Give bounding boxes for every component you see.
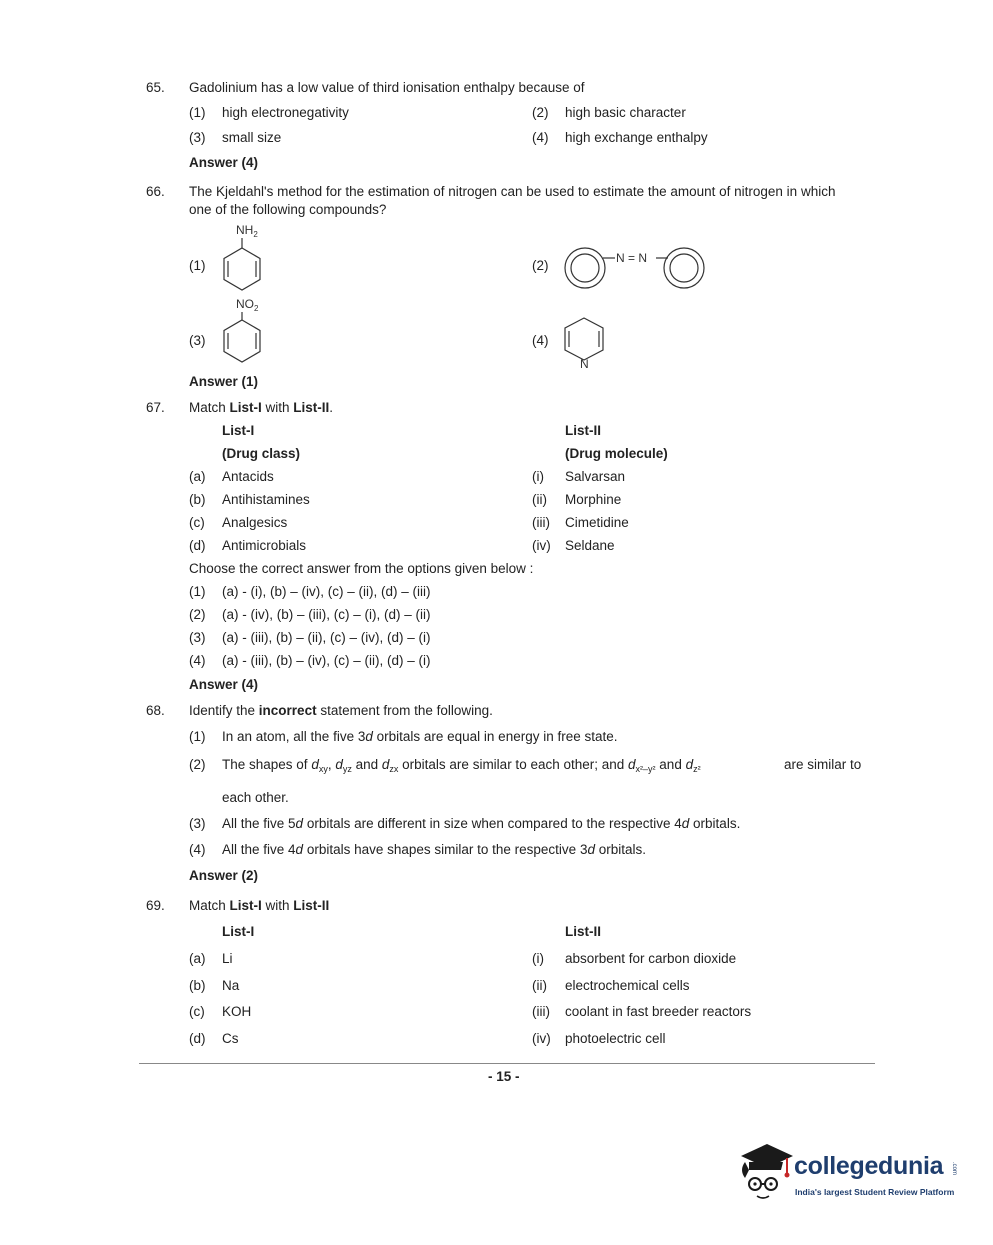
q67-row-a-text: Antacids	[222, 469, 274, 484]
q69-row-iii-label: (iii)	[532, 1004, 550, 1019]
brand-suffix: .com	[951, 1162, 957, 1176]
q67-opt3-text: (a) - (iii), (b) – (ii), (c) – (iv), (d) – (i)	[222, 630, 431, 645]
q65-text: Gadolinium has a low value of third ionisation enthalpy because of	[189, 80, 585, 95]
q65-opt3-text: small size	[222, 130, 282, 145]
q67-row-a-label: (a)	[189, 469, 206, 484]
q68-opt3-num: (3)	[189, 816, 206, 831]
q65-opt1-num: (1)	[189, 105, 206, 120]
q67-row-ii-label: (ii)	[532, 492, 547, 507]
azo-label: N = N	[616, 251, 648, 265]
q67-row-c-text: Analgesics	[222, 515, 288, 530]
q67-row-iv-label: (iv)	[532, 538, 551, 553]
q65-opt2-num: (2)	[532, 105, 549, 120]
q67-opt2-text: (a) - (iv), (b) – (iii), (c) – (i), (d) – (ii)	[222, 607, 431, 622]
brand-name: collegedunia	[794, 1152, 944, 1180]
q69-row-b-label: (b)	[189, 978, 206, 993]
q69-row-iv-label: (iv)	[532, 1031, 551, 1046]
q67-intro: Match List-I with List-II.	[189, 400, 334, 415]
q69-intro: Match List-I with List-II	[189, 898, 330, 913]
q67-opt4-text: (a) - (iii), (b) – (iv), (c) – (ii), (d) – (i)	[222, 653, 431, 668]
pyridine-structure	[562, 314, 612, 370]
q67-choose: Choose the correct answer from the options given below :	[189, 561, 534, 576]
no2-label: $NO_2$	[236, 297, 259, 313]
q65-opt4-num: (4)	[532, 130, 549, 145]
q66-opt4-num: (4)	[532, 333, 549, 348]
q66-opt3-num: (3)	[189, 333, 206, 348]
q69-row-iii-text: coolant in fast breeder reactors	[565, 1004, 752, 1019]
q66-text-line1: The Kjeldahl's method for the estimation of nitrogen can be used to estimate the amount of nitrogen in which	[189, 184, 836, 199]
q66-text-line2: one of the following compounds?	[189, 202, 387, 217]
q67-opt1-num: (1)	[189, 584, 206, 599]
q66-answer: Answer (1)	[189, 374, 259, 389]
q68-intro: Identify the incorrect statement from the following.	[189, 703, 493, 718]
q69-row-c-label: (c)	[189, 1004, 205, 1019]
q68-opt4-text: All the five 4d orbitals have shapes similar to the respective 3d orbitals.	[222, 842, 646, 857]
q69-row-ii-text: electrochemical cells	[565, 978, 690, 993]
brand-tagline: India's largest Student Review Platform	[795, 1187, 955, 1197]
q68-opt2-text-end: are similar to	[784, 757, 862, 772]
q67-list2-header: List-II	[565, 423, 601, 438]
q67-list2-subheader: (Drug molecule)	[565, 446, 668, 461]
q68-opt2-num: (2)	[189, 757, 206, 772]
q69-list2-header: List-II	[565, 924, 601, 939]
q65-number: 65.	[146, 80, 165, 95]
pyridine-n-label: N	[580, 357, 589, 371]
q68-opt2-text: The shapes of $d_{xy}$, $d_{yz}$ and $d_{zx}$ orbitals are similar to each other; and $d_{x^2-y^2}$ and $d_{z^2}$	[222, 757, 701, 774]
q67-opt2-num: (2)	[189, 607, 206, 622]
nh2-label: $NH_2$	[236, 223, 258, 239]
q69-row-a-label: (a)	[189, 951, 206, 966]
q67-number: 67.	[146, 400, 165, 415]
q69-row-d-text: Cs	[222, 1031, 239, 1046]
q67-row-d-text: Antimicrobials	[222, 538, 307, 553]
aniline-structure	[215, 220, 275, 292]
azobenzene-structure	[560, 238, 710, 298]
q69-row-d-label: (d)	[189, 1031, 206, 1046]
q66-opt1-num: (1)	[189, 258, 206, 273]
q69-row-a-text: Li	[222, 951, 233, 966]
q67-row-ii-text: Morphine	[565, 492, 622, 507]
page-number: - 15 -	[488, 1069, 520, 1084]
q69-list1-header: List-I	[222, 924, 255, 939]
q65-opt4-text: high exchange enthalpy	[565, 130, 708, 145]
q69-row-b-text: Na	[222, 978, 240, 993]
q65-opt3-num: (3)	[189, 130, 206, 145]
q68-opt3-text: All the five 5d orbitals are different in size when compared to the respective 4d orbitals.	[222, 816, 741, 831]
q67-row-b-label: (b)	[189, 492, 206, 507]
q68-opt1-num: (1)	[189, 729, 206, 744]
q67-answer: Answer (4)	[189, 677, 259, 692]
q68-opt1-text: In an atom, all the five 3d orbitals are equal in energy in free state.	[222, 729, 618, 744]
q68-opt4-num: (4)	[189, 842, 206, 857]
nitrobenzene-structure	[215, 294, 275, 366]
q68-number: 68.	[146, 703, 165, 718]
q67-row-iv-text: Seldane	[565, 538, 615, 553]
q66-opt2-num: (2)	[532, 258, 549, 273]
q69-row-iv-text: photoelectric cell	[565, 1031, 666, 1046]
q66-number: 66.	[146, 184, 165, 199]
q67-row-i-text: Salvarsan	[565, 469, 626, 484]
q69-row-ii-label: (ii)	[532, 978, 547, 993]
q67-opt1-text: (a) - (i), (b) – (iv), (c) – (ii), (d) – (iii)	[222, 584, 431, 599]
footer-divider	[139, 1063, 875, 1064]
q67-row-iii-text: Cimetidine	[565, 515, 629, 530]
q67-row-b-text: Antihistamines	[222, 492, 310, 507]
q67-list1-subheader: (Drug class)	[222, 446, 301, 461]
q65-answer: Answer (4)	[189, 155, 259, 170]
q69-row-c-text: KOH	[222, 1004, 252, 1019]
q67-row-i-label: (i)	[532, 469, 544, 484]
q67-opt3-num: (3)	[189, 630, 206, 645]
q65-opt2-text: high basic character	[565, 105, 686, 120]
q67-row-c-label: (c)	[189, 515, 205, 530]
q68-answer: Answer (2)	[189, 868, 259, 883]
q67-row-d-label: (d)	[189, 538, 206, 553]
q67-row-iii-label: (iii)	[532, 515, 550, 530]
q69-row-i-text: absorbent for carbon dioxide	[565, 951, 737, 966]
q69-row-i-label: (i)	[532, 951, 544, 966]
q69-number: 69.	[146, 898, 165, 913]
q68-opt2-text-cont: each other.	[222, 790, 289, 805]
graduate-mascot-icon	[735, 1140, 795, 1208]
q67-list1-header: List-I	[222, 423, 255, 438]
q67-opt4-num: (4)	[189, 653, 206, 668]
q65-opt1-text: high electronegativity	[222, 105, 349, 120]
